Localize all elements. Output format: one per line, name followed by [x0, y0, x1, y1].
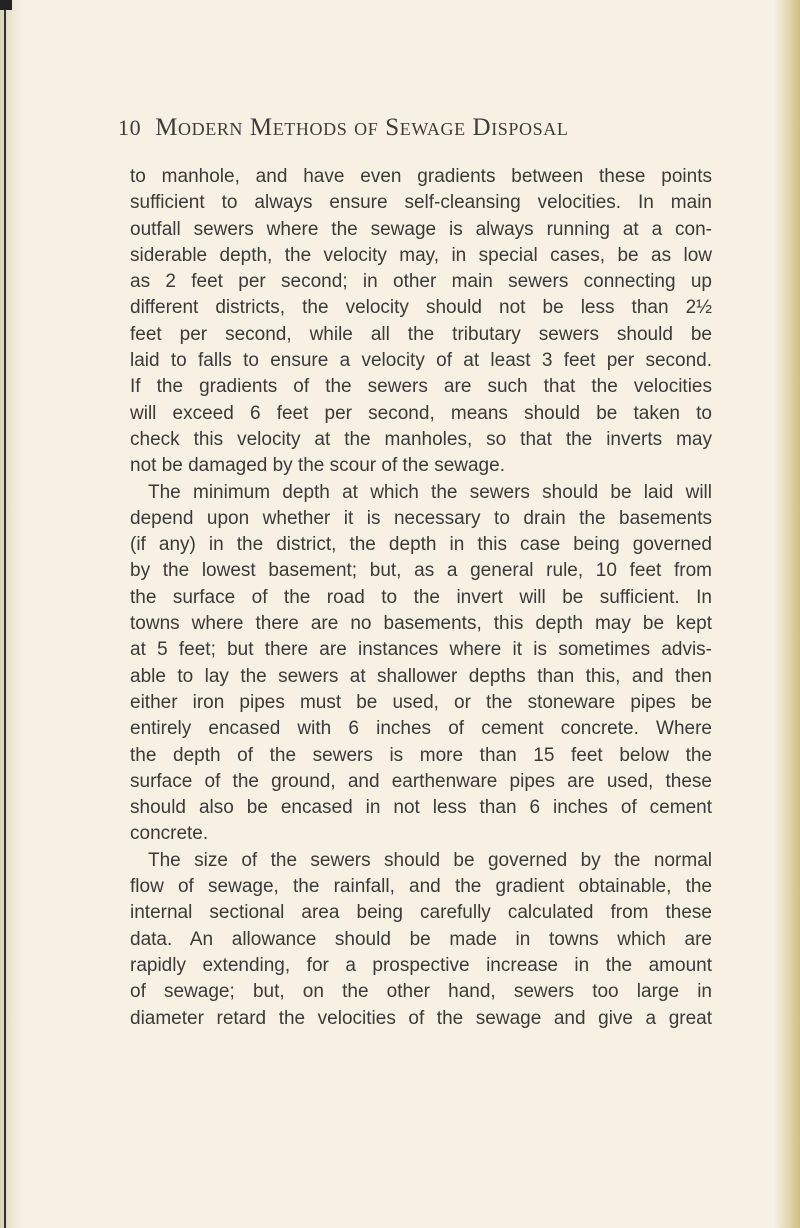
text-line: rapidly extending, for a prospective increase in the amount — [130, 954, 712, 976]
text-line: towns where there are no basements, this depth may be kept — [130, 613, 712, 635]
binding-line — [4, 0, 6, 1228]
page-number: 10 — [118, 115, 142, 140]
text-line: (if any) in the district, the depth in this case being governed — [130, 534, 712, 556]
text-line: feet per second, while all the tributary sewers should be — [130, 323, 712, 345]
text-line: laid to falls to ensure a velocity of at least 3 feet per second. — [130, 350, 712, 372]
text-line: will exceed 6 feet per second, means should be taken to — [130, 402, 712, 424]
body-text — [130, 164, 712, 1032]
text-line: by the lowest basement; but, as a general rule, 10 feet from — [130, 560, 712, 582]
running-title: Modern Methods of Sewage Disposal — [155, 114, 569, 141]
text-line: If the gradients of the sewers are such that the velocities — [130, 376, 712, 398]
text-line: check this velocity at the manholes, so that the inverts may — [130, 428, 712, 450]
text-line: should also be encased in not less than 6 inches of cement — [130, 797, 712, 819]
text-line: entirely encased with 6 inches of cement concrete. Where — [130, 718, 712, 740]
text-line: flow of sewage, the rainfall, and the gradient obtainable, the — [130, 876, 712, 898]
text-line: the depth of the sewers is more than 15 feet below the — [130, 744, 712, 766]
text-line: siderable depth, the velocity may, in special cases, be as low — [130, 244, 712, 266]
text-line: outfall sewers where the sewage is always running at a con- — [130, 218, 712, 240]
text-line: concrete. — [130, 823, 209, 845]
text-line: either iron pipes must be used, or the stoneware pipes be — [130, 691, 712, 713]
text-line: able to lay the sewers at shallower depths than this, and then — [130, 665, 712, 687]
text-line: as 2 feet per second; in other main sewers connecting up — [130, 271, 712, 293]
text-line: at 5 feet; but there are instances where it is sometimes advis- — [130, 639, 712, 661]
running-header — [118, 114, 718, 148]
text-line: sufficient to always ensure self-cleansing velocities. In main — [130, 192, 712, 214]
text-line: The minimum depth at which the sewers should be laid will — [148, 481, 712, 503]
text-line: to manhole, and have even gradients between these points — [130, 166, 712, 187]
text-line: internal sectional area being carefully calculated from these — [130, 902, 712, 924]
text-line: the surface of the road to the invert will be sufficient. In — [130, 586, 712, 608]
text-line: surface of the ground, and earthenware pipes are used, these — [130, 770, 712, 792]
text-line: diameter retard the velocities of the sewage and give a great — [130, 1007, 712, 1029]
text-line: of sewage; but, on the other hand, sewers too large in — [130, 981, 712, 1003]
text-line: The size of the sewers should be governed by the normal — [148, 849, 712, 871]
corner-mark — [0, 0, 12, 10]
text-line: not be damaged by the scour of the sewage. — [130, 455, 505, 477]
page-right-edge — [774, 0, 800, 1228]
text-line: data. An allowance should be made in towns which are — [130, 928, 712, 950]
text-line: different districts, the velocity should not be less than 2½ — [130, 297, 712, 319]
text-line: depend upon whether it is necessary to drain the basements — [130, 507, 712, 529]
